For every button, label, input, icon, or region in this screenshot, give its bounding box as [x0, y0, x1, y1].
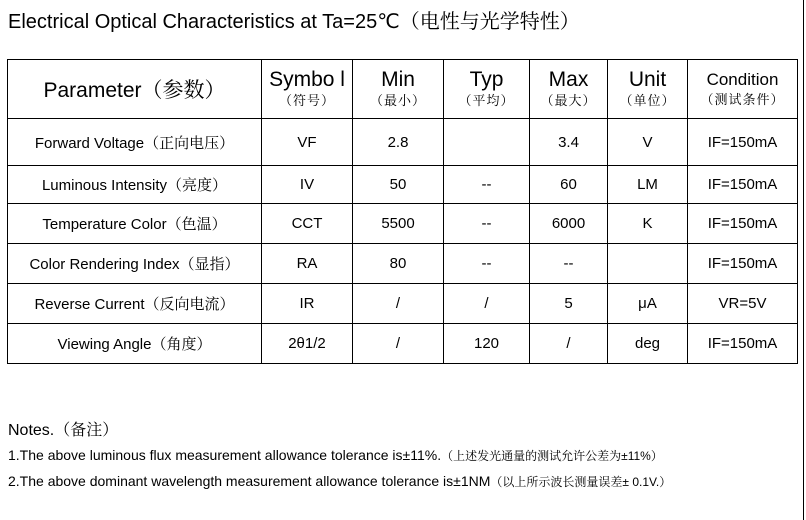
cell-typ: --: [444, 244, 530, 284]
header-symbol-sub: （符号）: [278, 93, 335, 108]
notes-title: Notes.（备注）: [8, 422, 119, 439]
cell-max: 6000: [530, 204, 608, 244]
cell-parameter: Reverse Current（反向电流）: [8, 284, 262, 324]
cell-condition: IF=150mA: [688, 166, 798, 204]
cell-symbol: VF: [262, 119, 353, 166]
cell-condition: IF=150mA: [688, 204, 798, 244]
page-right-border: [803, 0, 804, 520]
cell-min: /: [353, 324, 444, 364]
cell-max: 3.4: [530, 119, 608, 166]
header-max: [530, 60, 608, 119]
table-row: [8, 244, 798, 284]
cell-condition: VR=5V: [688, 284, 798, 324]
table-row: [8, 204, 798, 244]
cell-max: 60: [530, 166, 608, 204]
note-1-text: 1.The above luminous flux measurement allowance tolerance is±11%.: [8, 447, 442, 463]
cell-max: 5: [530, 284, 608, 324]
header-typ-label: Typ: [469, 68, 504, 91]
cell-min: 5500: [353, 204, 444, 244]
table-row: [8, 284, 798, 324]
header-parameter-label: Parameter（参数）: [43, 79, 226, 102]
cell-condition: IF=150mA: [688, 244, 798, 284]
characteristics-table: [7, 59, 798, 364]
cell-parameter: Color Rendering Index（显指）: [8, 244, 262, 284]
notes-section: [8, 419, 800, 495]
cell-typ: --: [444, 166, 530, 204]
header-condition-sub: （测试条件）: [700, 92, 785, 107]
header-unit-sub: （单位）: [619, 93, 676, 108]
note-1-cn: （上述发光通量的测试允许公差为±11%）: [441, 449, 663, 463]
note-line-2: [8, 469, 800, 495]
cell-parameter: Viewing Angle（角度）: [8, 324, 262, 364]
cell-symbol: IR: [262, 284, 353, 324]
header-parameter: [8, 60, 262, 119]
header-min-sub: （最小）: [369, 93, 426, 108]
cell-max: --: [530, 244, 608, 284]
header-min: [353, 60, 444, 119]
header-typ-sub: （平均）: [458, 93, 515, 108]
cell-parameter: Forward Voltage（正向电压）: [8, 119, 262, 166]
cell-condition: IF=150mA: [688, 324, 798, 364]
cell-symbol: CCT: [262, 204, 353, 244]
header-max-sub: （最大）: [540, 93, 597, 108]
header-min-label: Min: [381, 68, 415, 91]
cell-typ: /: [444, 284, 530, 324]
header-unit-label: Unit: [628, 68, 667, 91]
cell-parameter: Temperature Color（色温）: [8, 204, 262, 244]
cell-typ: 120: [444, 324, 530, 364]
cell-typ: --: [444, 204, 530, 244]
header-condition: [688, 60, 798, 119]
cell-min: 50: [353, 166, 444, 204]
cell-min: 80: [353, 244, 444, 284]
page-title: Electrical Optical Characteristics at Ta=25℃（电性与光学特性）: [8, 11, 580, 33]
cell-unit: [608, 244, 688, 284]
cell-symbol: IV: [262, 166, 353, 204]
cell-unit: K: [608, 204, 688, 244]
table-header-row: [8, 60, 798, 119]
cell-symbol: 2θ1/2: [262, 324, 353, 364]
note-line-1: [8, 443, 800, 469]
header-condition-label: Condition: [706, 70, 779, 89]
cell-typ: [444, 119, 530, 166]
header-typ: [444, 60, 530, 119]
table-row: [8, 324, 798, 364]
cell-symbol: RA: [262, 244, 353, 284]
header-symbol-label: Symbo l: [269, 68, 345, 91]
header-unit: [608, 60, 688, 119]
cell-unit: LM: [608, 166, 688, 204]
cell-unit: deg: [608, 324, 688, 364]
header-symbol: [262, 60, 353, 119]
cell-parameter: Luminous Intensity（亮度）: [8, 166, 262, 204]
note-2-cn: （以上所示波长测量误差± 0.1V.）: [490, 475, 672, 489]
cell-unit: μA: [608, 284, 688, 324]
cell-unit: V: [608, 119, 688, 166]
cell-condition: IF=150mA: [688, 119, 798, 166]
table-row: [8, 166, 798, 204]
cell-min: /: [353, 284, 444, 324]
note-2-text: 2.The above dominant wavelength measurement allowance tolerance is±1NM: [8, 473, 491, 489]
table-row: [8, 119, 798, 166]
cell-min: 2.8: [353, 119, 444, 166]
cell-max: /: [530, 324, 608, 364]
header-max-label: Max: [548, 68, 589, 91]
